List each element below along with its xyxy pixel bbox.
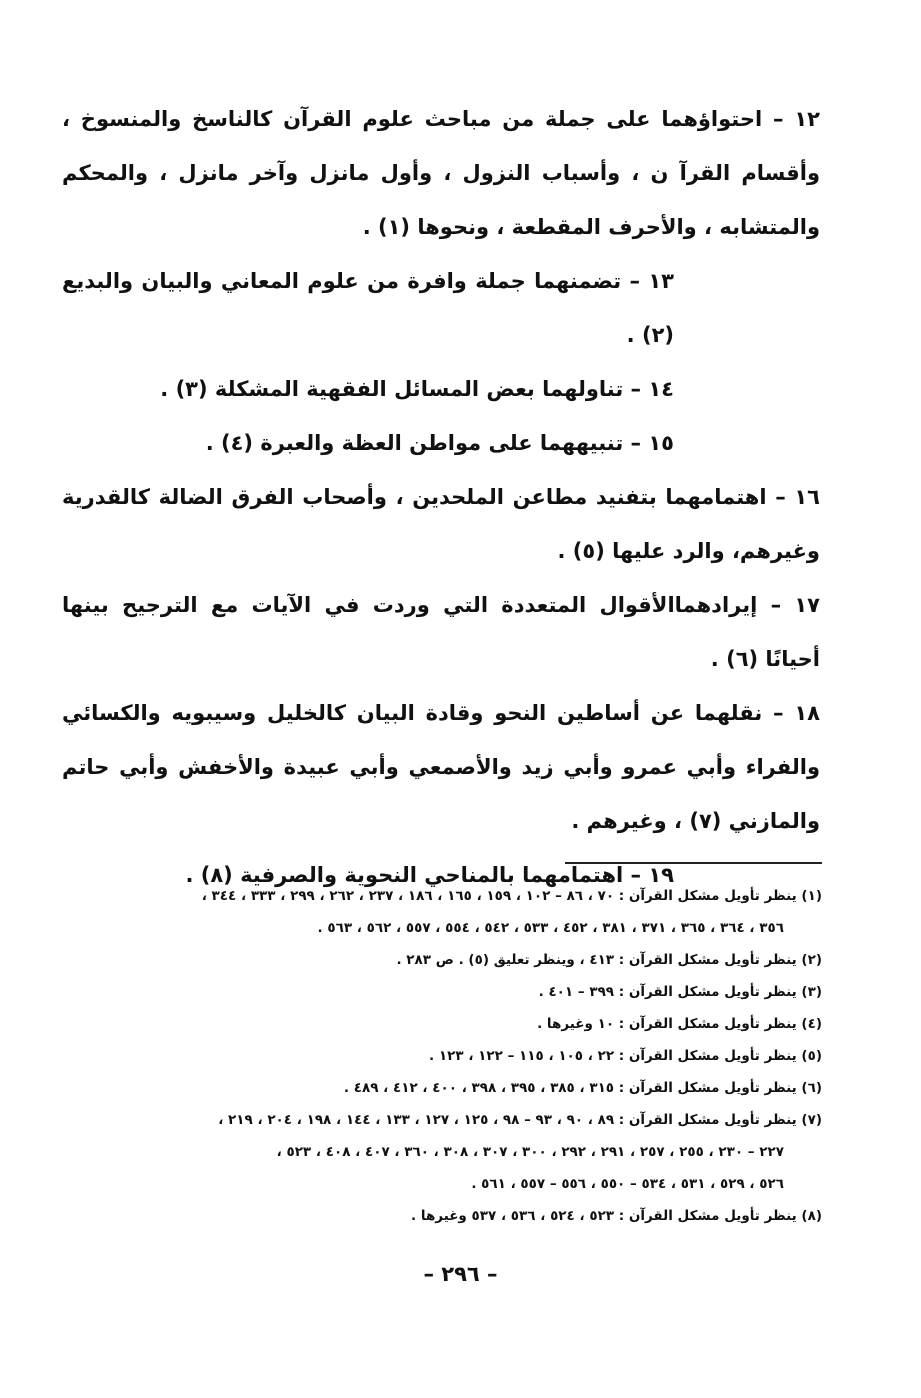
footnote-7: (٧) ينظر تأويل مشكل القرآن : ٨٩ ، ٩٠ ، ٩٣ – ٩٨ ، ١٢٥ ، ١٢٧ ، ١٣٣ ، ١٤٤ ، ١٩٨ ، ٢٠٤ ، ٢١٩ ، [218, 1112, 822, 1128]
paragraph-item-16: ١٦ – اهتمامهما بتفنيد مطاعن الملحدين ، وأصحاب الفرق الضالة كالقدرية وغيرهم، والرد عليها (٥) . [62, 485, 820, 563]
paragraph-item-17: ١٧ – إيرادهماالأقوال المتعددة التي وردت في الآيات مع الترجيح بينها أحيانًا (٦) . [62, 593, 820, 671]
footnote-1-continued: ٣٥٦ ، ٣٦٤ ، ٣٦٥ ، ٣٧١ ، ٣٨١ ، ٤٥٢ ، ٥٣٣ ، ٥٤٢ ، ٥٥٤ ، ٥٥٧ ، ٥٦٢ ، ٥٦٣ . [317, 920, 784, 936]
footnote-8: (٨) ينظر تأويل مشكل القرآن : ٥٢٣ ، ٥٢٤ ، ٥٣٦ ، ٥٣٧ وغيرها . [411, 1208, 822, 1224]
paragraph-item-15: ١٥ – تنبيههما على مواطن العظة والعبرة (٤) . [205, 431, 674, 455]
footnote-3: (٣) ينظر تأويل مشكل القرآن : ٣٩٩ – ٤٠١ . [538, 984, 822, 1000]
footnote-2: (٢) ينظر تأويل مشكل القرآن : ٤١٣ ، وينظر تعليق (٥) . ص ٢٨٣ . [396, 952, 822, 968]
paragraph-item-13: ١٣ – تضمنهما جملة وافرة من علوم المعاني والبيان والبديع (٢) . [62, 269, 674, 347]
footnote-separator [565, 862, 822, 864]
footnote-1: (١) ينظر تأويل مشكل القرآن : ٧٠ ، ٨٦ – ١٠٢ ، ١٥٩ ، ١٦٥ ، ١٨٦ ، ٢٣٧ ، ٢٦٢ ، ٢٩٩ ، ٣٣٣ ، ٣٤٤ ، [201, 888, 822, 904]
paragraph-item-18: ١٨ – نقلهما عن أساطين النحو وقادة البيان كالخليل وسيبويه والكسائي والفراء وأبي عمرو وأبي زيد والأصمعي وأبي عبيدة والأخفش وأبي حاتم والمازني (٧) ، وغيرهم . [62, 701, 820, 833]
main-text-block [62, 92, 820, 902]
footnote-5: (٥) ينظر تأويل مشكل القرآن : ٢٢ ، ١٠٥ ، ١١٥ – ١٢٢ ، ١٢٣ . [429, 1048, 822, 1064]
footnote-6: (٦) ينظر تأويل مشكل القرآن : ٣١٥ ، ٣٨٥ ، ٣٩٥ ، ٣٩٨ ، ٤٠٠ ، ٤١٢ ، ٤٨٩ . [343, 1080, 822, 1096]
footnote-7-continued-2: ٥٢٦ ، ٥٢٩ ، ٥٣١ ، ٥٣٤ – ٥٥٠ ، ٥٥٦ – ٥٥٧ ، ٥٦١ . [471, 1176, 784, 1192]
footnotes-block [70, 880, 822, 1232]
paragraph-item-19: ١٩ – اهتمامهما بالمناحي النحوية والصرفية (٨) . [185, 863, 674, 887]
footnote-7-continued: ٢٢٧ – ٢٣٠ ، ٢٥٥ ، ٢٥٧ ، ٢٩١ ، ٢٩٢ ، ٣٠٠ ، ٣٠٧ ، ٣٠٨ ، ٣٦٠ ، ٤٠٧ ، ٤٠٨ ، ٥٢٣ ، [276, 1144, 784, 1160]
footnote-4: (٤) ينظر تأويل مشكل القرآن : ١٠ وغيرها . [537, 1016, 822, 1032]
paragraph-item-14: ١٤ – تناولهما بعض المسائل الفقهية المشكلة (٣) . [160, 377, 674, 401]
page-number: – ٢٩٦ – [423, 1262, 498, 1286]
paragraph-item-12: ١٢ – احتواؤهما على جملة من مباحث علوم القرآن كالناسخ والمنسوخ ، وأقسام القرآ ن ، وأسباب النزول ، وأول مانزل وآخر مانزل ، والمحكم والمتشابه ، والأحرف المقطعة ، ونحوها (١) . [62, 107, 820, 239]
